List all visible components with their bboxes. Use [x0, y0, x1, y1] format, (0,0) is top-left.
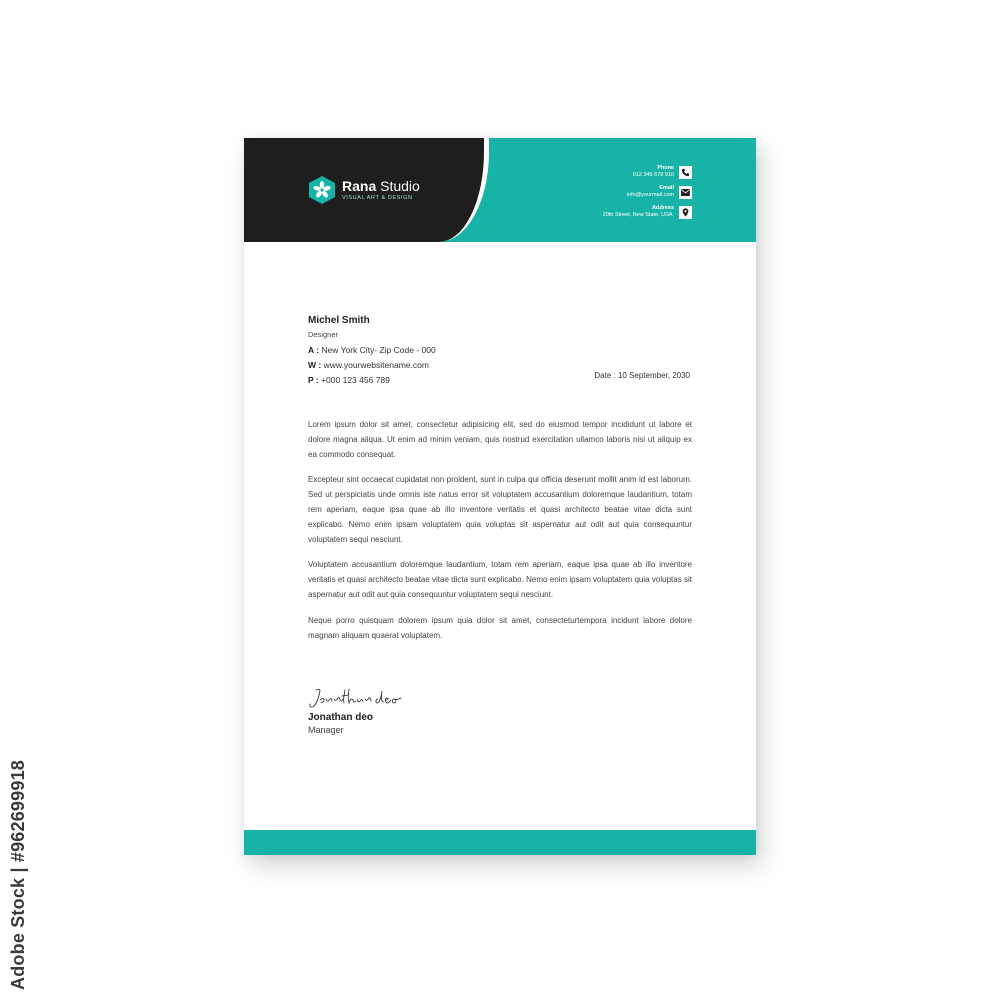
letterhead-page	[244, 138, 756, 855]
contact-email-label: Email	[659, 185, 674, 191]
contact-phone-label: Phone	[657, 165, 674, 171]
footer-teal-band	[244, 830, 756, 855]
recipient-name: Michel Smith	[308, 315, 370, 326]
brand-tagline: VISUAL ART & DESIGN	[342, 195, 413, 201]
handwritten-signature	[308, 686, 408, 712]
body-paragraph: Voluptatem accusantium doloremque laudantium, totam rem aperiam, eaque ipsa quae ab illo inventore veritatis et quasi architecto beatae vitae dicta sunt explicabo. Nemo enim ipsam voluptatem quia voluptas sit aspernatur aut odit aut quia consequuntur voluptatem sequi nesciunt.	[308, 560, 692, 599]
location-pin-icon	[679, 206, 692, 219]
body-paragraph: Lorem ipsum dolor sit amet, consectetur adipisicing elit, sed do eiusmod tempor incididunt ut labore et dolore magna aliqua. Ut enim ad minim veniam, quis nostrud exercitation ullamco laboris nisi ut aliquip ex ea commodo consequat.	[308, 420, 692, 459]
contact-address	[603, 202, 692, 222]
contact-email	[603, 182, 692, 202]
body-paragraph: Neque porro quisquam dolorem ipsum quia dolor sit amet, consecteturtempora incidunt labore dolore magnam aliquam quaerat voluptatem.	[308, 615, 692, 640]
letter-body	[308, 418, 692, 654]
contact-email-value: info@yourmail.com	[626, 192, 674, 198]
contact-block	[603, 162, 692, 222]
recipient-website: W : www.yourwebsitename.com	[308, 360, 429, 370]
envelope-icon	[679, 186, 692, 199]
recipient-title: Designer	[308, 330, 339, 339]
letter-date: Date : 10 September, 2030	[594, 371, 690, 380]
phone-icon	[679, 166, 692, 179]
signer-name: Jonathan deo	[308, 712, 374, 723]
stock-watermark: Adobe Stock | #962699918	[8, 760, 28, 990]
recipient-block	[308, 315, 436, 385]
contact-address-value: 20th Street, New State, USA.	[602, 212, 674, 218]
signer-title: Manager	[308, 725, 344, 735]
contact-phone-value: 012 345 678 910	[632, 172, 674, 178]
body-paragraph: Excepteur sint occaecat cupidatat non proident, sunt in culpa qui officia deserunt mollit anim id est laborum. Sed ut perspiciatis unde omnis iste natus error sit voluptatem accusantium doloremque laudantium, totam rem aperiam, eaque ipsa quae ab illo inventore veritatis et quasi architecto beatae vitae dicta sunt explicabo. Nemo enim ipsam voluptatem quia voluptas sit aspernatur aut odit aut quia consequuntur voluptatem sequi nesciunt.	[308, 475, 692, 544]
contact-phone	[603, 162, 692, 182]
hexagon-flower-icon	[308, 175, 336, 205]
contact-address-label: Address	[651, 205, 674, 211]
brand-name: Rana Studio	[342, 178, 420, 194]
recipient-phone: P : +000 123 456 789	[308, 375, 390, 385]
signature-block	[308, 686, 408, 735]
recipient-address: A : New York City- Zip Code - 000	[308, 345, 436, 355]
brand-logo	[308, 175, 420, 205]
